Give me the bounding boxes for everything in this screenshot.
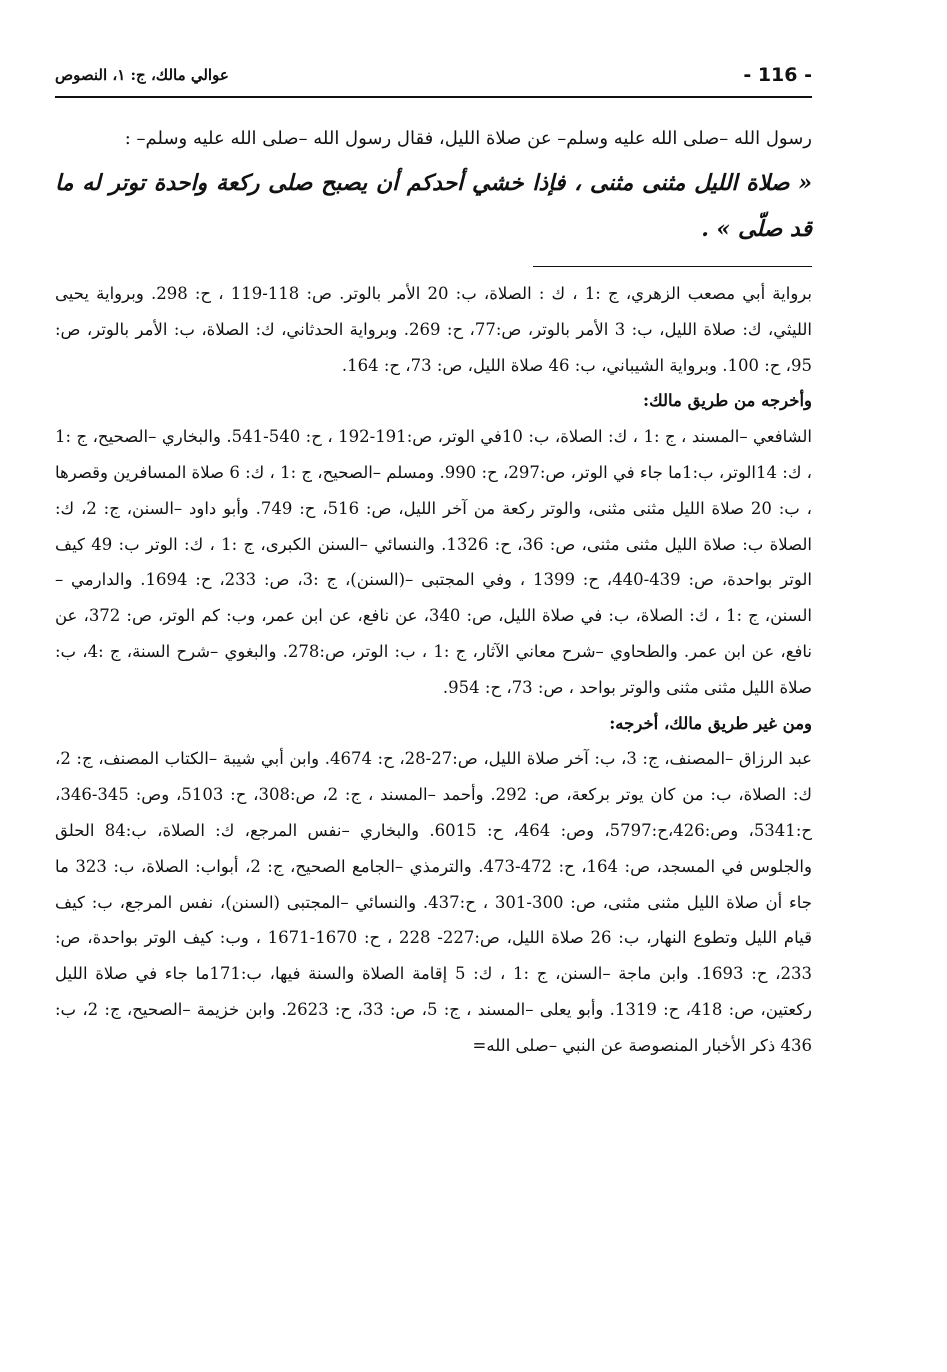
intro-line: رسول الله –صلى الله عليه وسلم– عن صلاة الليل، فقال رسول الله –صلى الله عليه وسلم– : xyxy=(124,128,812,149)
footnote-divider xyxy=(533,266,812,267)
page-header xyxy=(55,62,812,92)
malik-sources-paragraph: الشافعي –المسند ، ج :1 ، ك: الصلاة، ب: 10في الوتر، ص:191-192 ، ح: 540-541. والبخاري –الصحيح، ج :1 ، ك: 14الوتر، ب:1ما جاء في الوتر، ص:297، ح: 990. ومسلم –الصحيح، ج :1 ، ك: 6 صلاة المسافرين وقصرها ، ب: 20 صلاة الليل مثنى مثنى، والوتر ركعة من آخر الليل، ص: 516، ح: 749. وأبو داود –السنن، ج: 2، ك: الصلاة ب: صلاة الليل مثنى مثنى، ص: 36، ح: 1326. والنسائي –السنن الكبرى، ج :1 ، ك: الوتر ب: 49 كيف الوتر بواحدة، ص: 439-440، ح: 1399 ، وفي المجتبى –(السنن)، ج :3، ص: 233، ح: 1694. والدارمي –السنن، ج :1 ، ك: الصلاة، ب: في صلاة الليل، ص: 340، عن نافع، عن ابن عمر، وب: كم الوتر، ص: 372، عن نافع، عن ابن عمر. والطحاوي –شرح معاني الآثار، ج :1 ، ب: الوتر، ص:278. والبغوي –شرح السنة، ج :4، ب: صلاة الليل مثنى مثنى والوتر بواحد ، ص: 73، ح: 954. xyxy=(55,427,813,697)
malik-heading: وأخرجه من طريق مالك: xyxy=(642,391,812,411)
header-divider xyxy=(55,96,812,98)
footnotes xyxy=(55,276,812,1064)
other-sources-paragraph: عبد الرزاق –المصنف، ج: 3، ب: آخر صلاة الليل، ص:27-28، ح: 4674. وابن أبي شيبة –الكتاب المصنف، ج: 2، ك: الصلاة، ب: من كان يوتر بركعة، ص: 292. وأحمد –المسند ، ج: 2، ص:308، ح: 5103، وص: 345-346، ح:5341، وص:426،ح:5797، وص: 464، ح: 6015. والبخاري –نفس المرجع، ك: الصلاة، ب:84 الحلق والجلوس في المسجد، ص: 164، ح: 472-473. والترمذي –الجامع الصحيح، ج: 2، أبواب: الصلاة، ب: 323 ما جاء أن صلاة الليل مثنى مثنى، ص: 300-301 ، ح:437. والنسائي –المجتبى (السنن)، نفس المرجع، ب: كيف قيام الليل وتطوع النهار، ب: 26 صلاة الليل، ص:227- 228 ، ح: 1670-1671 ، وب: كيف الوتر بواحدة، ص: 233، ح: 1693. وابن ماجة –السنن، ج :1 ، ك: 5 إقامة الصلاة والسنة فيها، ب:171ما جاء في صلاة الليل ركعتين، ص: 418، ح: 1319. وأبو يعلى –المسند ، ج: 5، ص: 33، ح: 2623. وابن خزيمة –الصحيح، ج: 2، ب: 436 ذكر الأخبار المنصوصة عن النبي –صلى الله= xyxy=(55,749,813,1055)
hadith-text: « صلاة الليل مثنى مثنى ، فإذا خشي أحدكم أن يصبح صلى ركعة واحدة توتر له ما قد صلّى » . xyxy=(55,170,812,242)
other-heading: ومن غير طريق مالك، أخرجه: xyxy=(609,713,812,733)
running-title: عوالي مالك، ج: ١، النصوص xyxy=(55,66,229,84)
main-text xyxy=(55,122,812,252)
riwayat-paragraph: برواية أبي مصعب الزهري، ج :1 ، ك : الصلاة، ب: 20 الأمر بالوتر. ص: 118-119 ، ح: 298. وبرواية يحيى الليثي، ك: صلاة الليل، ب: 3 الأمر بالوتر، ص:77، ح: 269. وبرواية الحدثاني، ك: الصلاة، ب: الأمر بالوتر، ص: 95، ح: 100. وبرواية الشيباني، ب: 46 صلاة الليل، ص: 73، ح: 164. xyxy=(55,284,812,375)
page-number: - 116 - xyxy=(743,64,812,86)
